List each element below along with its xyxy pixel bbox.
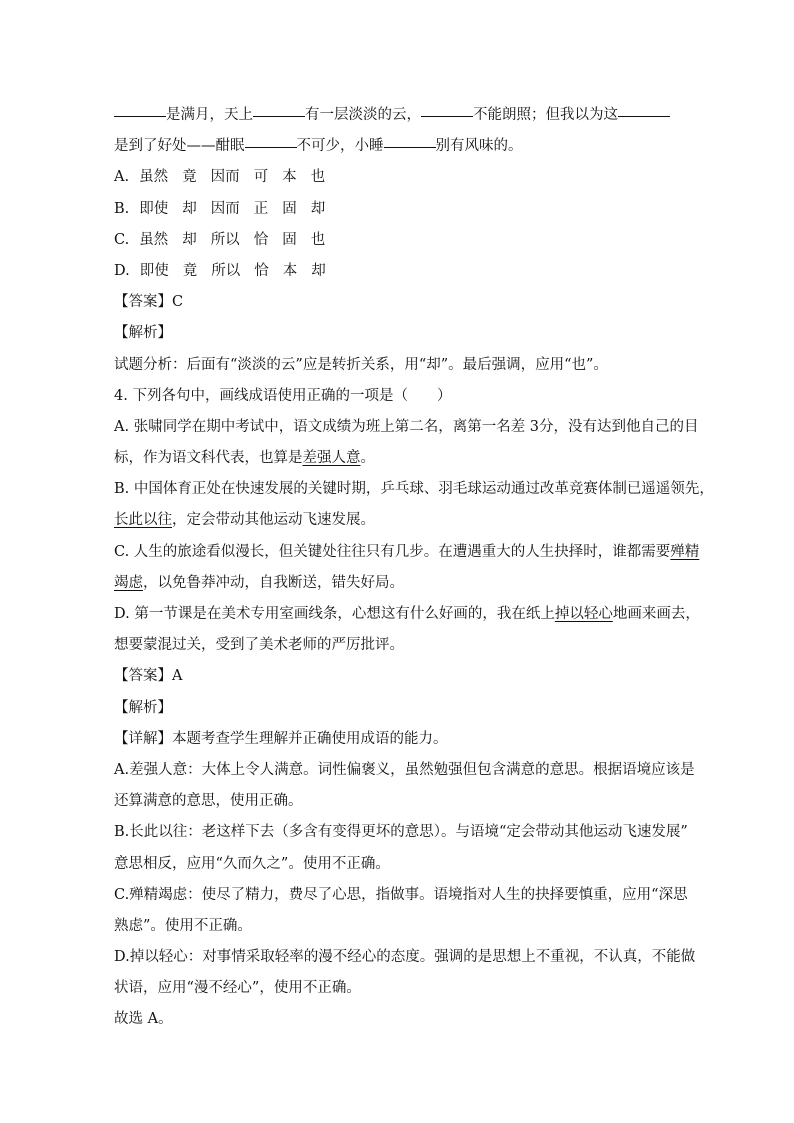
option-letter: D. xyxy=(114,262,130,279)
blank-5 xyxy=(245,146,297,148)
option-word: 竟 xyxy=(182,169,197,186)
q3-option-d xyxy=(114,256,714,287)
stem-text: 是满月，天上 xyxy=(166,107,253,123)
option-text: 地画来画去， xyxy=(612,606,700,622)
blank-3 xyxy=(421,115,473,117)
blank-1 xyxy=(114,115,166,117)
q3-stem-line-1 xyxy=(114,100,714,131)
option-word: 本 xyxy=(282,169,297,186)
stem-text: 是到了好处——酣眠 xyxy=(114,138,245,155)
option-text: ，以免鲁莽冲动，自我断送，错失好局。 xyxy=(143,574,404,591)
q4-option-d-line-1 xyxy=(114,599,714,630)
stem-text: 有一层淡淡的云， xyxy=(305,107,421,123)
option-word: 却 xyxy=(310,200,326,217)
q4-option-b-line-1: B. 中国体育正处在快速发展的关键时期，乒乓球、羽毛球运动通过改革竞赛体制已遥遥领先， xyxy=(114,481,714,498)
q3-answer xyxy=(114,287,714,318)
detail-label: 【详解】 xyxy=(114,730,172,747)
underlined-idiom: 长此以往 xyxy=(114,512,172,529)
q4-note: 状语，应用“漫不经心”，使用不正确。 xyxy=(114,980,361,997)
stem-text: 别有风味的。 xyxy=(435,138,523,155)
analysis-label: 【解析】 xyxy=(114,699,172,716)
option-text: ，定会带动其他运动飞速发展。 xyxy=(172,512,375,529)
option-word: 虽然 xyxy=(139,231,169,248)
q4-conclusion: 故选 A。 xyxy=(114,1011,173,1028)
q3-option-a xyxy=(114,162,714,193)
option-text: 。 xyxy=(360,450,375,467)
option-word: 所以 xyxy=(211,262,241,279)
option-word: 恰 xyxy=(254,262,269,279)
q3-analysis-label xyxy=(114,318,714,349)
q4-option-d-line-2: 想要蒙混过关，受到了美术老师的严厉批评。 xyxy=(114,637,404,654)
q4-question: 4. 下列各句中，画线成语使用正确的一项是（ ） xyxy=(114,387,452,404)
blank-6 xyxy=(384,146,436,148)
option-text: C. 人生的旅途看似漫长，但关键处往往只有几步。在遭遇重大的人生抉择时，谁都需要 xyxy=(114,543,671,560)
q3-analysis: 试题分析：后面有“淡淡的云”应是转折关系，用“却”。最后强调，应用“也”。 xyxy=(114,356,608,373)
stem-text: 不能朗照；但我以为这 xyxy=(473,107,618,123)
q3-stem-line-2 xyxy=(114,131,714,162)
q4-option-c-line-2 xyxy=(114,568,714,599)
blank-4 xyxy=(618,115,670,117)
q4-note: 还算满意的意思，使用正确。 xyxy=(114,793,303,810)
underlined-idiom: 掉以轻心 xyxy=(554,606,613,622)
q3-option-c xyxy=(114,225,714,256)
stem-text: 不可少，小睡 xyxy=(296,138,384,155)
option-word: 正 xyxy=(253,200,269,217)
option-word: 却 xyxy=(311,262,326,279)
answer-value: C xyxy=(172,294,184,311)
option-text: 标，作为语文科代表，也算是 xyxy=(114,450,303,467)
option-word: 恰 xyxy=(253,231,269,248)
q4-note: A.差强人意：大体上令人满意。词性偏褒义，虽然勉强但包含满意的意思。根据语境应该是 xyxy=(114,761,695,778)
option-word: 所以 xyxy=(210,231,240,248)
q4-detail xyxy=(114,724,714,755)
option-word: 也 xyxy=(310,231,326,248)
q4-option-b-line-2 xyxy=(114,505,714,536)
option-letter: C. xyxy=(114,231,130,248)
detail-text: 本题考查学生理解并正确使用成语的能力。 xyxy=(172,730,448,747)
q4-option-c-line-1 xyxy=(114,537,714,568)
underlined-idiom: 差强人意 xyxy=(302,450,361,467)
q4-note: C.殚精竭虑：使尽了精力，费尽了心思，指做事。语境指对人生的抉择要慎重，应用“深思 xyxy=(114,886,688,903)
q4-analysis-label xyxy=(114,693,714,724)
q4-answer xyxy=(114,661,714,692)
option-word: 固 xyxy=(282,231,297,248)
blank-2 xyxy=(253,115,305,117)
q4-option-a-line-1: A. 张啸同学在期中考试中，语文成绩为班上第二名，离第一名差 3分，没有达到他自己的目 xyxy=(114,418,699,435)
q4-note: 熟虑”。使用不正确。 xyxy=(114,917,252,934)
option-word: 即使 xyxy=(139,200,169,217)
option-word: 固 xyxy=(282,200,297,217)
underlined-idiom: 殚精 xyxy=(670,543,700,560)
option-word: 可 xyxy=(253,169,269,186)
answer-value: A xyxy=(172,668,183,685)
q4-note: 意思相反，应用“久而久之”。使用不正确。 xyxy=(114,855,390,872)
q4-note: B.长此以往：老这样下去（多含有变得更坏的意思）。与语境“定会带动其他运动飞速发展” xyxy=(114,824,688,841)
option-word: 却 xyxy=(182,231,197,248)
analysis-label: 【解析】 xyxy=(114,325,172,342)
option-text: D. 第一节课是在美术专用室画线条，心想这有什么好画的，我在纸上 xyxy=(114,606,555,622)
q4-note: D.掉以轻心：对事情采取轻率的漫不经心的态度。强调的是思想上不重视，不认真，不能做 xyxy=(114,949,696,966)
q3-option-b xyxy=(114,194,714,225)
underlined-idiom: 竭虑 xyxy=(114,574,143,591)
option-word: 虽然 xyxy=(139,169,169,186)
option-word: 因而 xyxy=(210,169,240,186)
answer-label: 【答案】 xyxy=(114,668,172,685)
q4-option-a-line-2 xyxy=(114,443,714,474)
option-letter: B. xyxy=(114,200,130,217)
option-word: 却 xyxy=(182,200,197,217)
option-word: 竟 xyxy=(182,262,198,279)
option-letter: A. xyxy=(114,169,130,186)
option-word: 也 xyxy=(310,169,326,186)
option-word: 即使 xyxy=(139,262,169,279)
option-word: 本 xyxy=(282,262,298,279)
answer-label: 【答案】 xyxy=(114,294,172,311)
option-word: 因而 xyxy=(210,200,240,217)
